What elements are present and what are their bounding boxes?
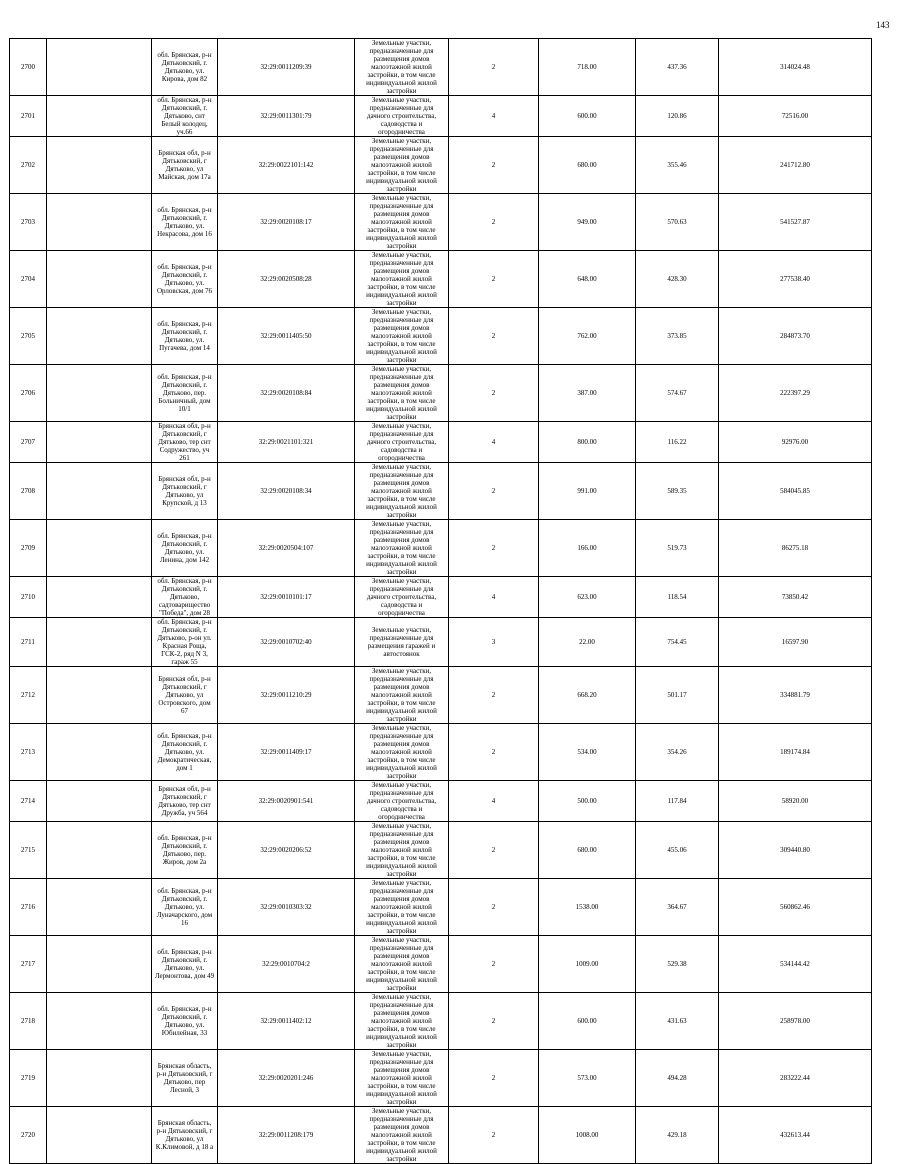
purpose-cell: Земельные участки, предназначенные для размещения домов малоэтажной жилой застройки, в том числе индивидуальной жилой застройки [355, 520, 449, 577]
blank-cell [47, 137, 152, 194]
cadastral-number-cell: 32:29:0020206:52 [218, 822, 355, 879]
purpose-cell: Земельные участки, предназначенные для дачного строительства, садоводства и огородничества [355, 781, 449, 822]
address-cell: Брянская обл, р-н Дятьковский, г Дятьково, ул Крупской, д 13 [152, 463, 218, 520]
purpose-cell: Земельные участки, предназначенные для дачного строительства, садоводства и огородничества [355, 96, 449, 137]
address-cell: обл. Брянская, р-н Дятьковский, г. Дятьково, р-он ул. Красная Роща, ГСК-2, ряд N 3, гараж 55 [152, 618, 218, 667]
cadastral-number-cell: 32:29:0011405:50 [218, 308, 355, 365]
value-cell: 284873.70 [719, 308, 872, 365]
value-cell: 258978.00 [719, 993, 872, 1050]
table-row [10, 618, 872, 667]
rate-cell: 501.17 [636, 667, 719, 724]
row-number-cell: 2720 [10, 1107, 47, 1164]
row-number-cell: 2714 [10, 781, 47, 822]
area-cell: 500.00 [539, 781, 636, 822]
purpose-cell: Земельные участки, предназначенные для размещения домов малоэтажной жилой застройки, в том числе индивидуальной жилой застройки [355, 1050, 449, 1107]
cadastral-number-cell: 32:29:0010101:17 [218, 577, 355, 618]
table-row [10, 993, 872, 1050]
value-cell: 189174.84 [719, 724, 872, 781]
blank-cell [47, 422, 152, 463]
row-number-cell: 2706 [10, 365, 47, 422]
row-number-cell: 2718 [10, 993, 47, 1050]
purpose-cell: Земельные участки, предназначенные для размещения домов малоэтажной жилой застройки, в том числе индивидуальной жилой застройки [355, 936, 449, 993]
row-number-cell: 2713 [10, 724, 47, 781]
address-cell: Брянская обл, р-н Дятьковский, г Дятьково, тер снт Дружба, уч 564 [152, 781, 218, 822]
row-number-cell: 2707 [10, 422, 47, 463]
group-cell: 2 [449, 1107, 539, 1164]
value-cell: 92976.00 [719, 422, 872, 463]
purpose-cell: Земельные участки, предназначенные для дачного строительства, садоводства и огородничества [355, 577, 449, 618]
group-cell: 2 [449, 39, 539, 96]
table-row [10, 724, 872, 781]
blank-cell [47, 251, 152, 308]
value-cell: 73850.42 [719, 577, 872, 618]
address-cell: Брянская область, р-н Дятьковский, г Дятьково, пер Лесной, 3 [152, 1050, 218, 1107]
group-cell: 2 [449, 308, 539, 365]
row-number-cell: 2708 [10, 463, 47, 520]
table-row [10, 96, 872, 137]
cadastral-number-cell: 32:29:0011402:12 [218, 993, 355, 1050]
area-cell: 387.00 [539, 365, 636, 422]
value-cell: 534144.42 [719, 936, 872, 993]
address-cell: Брянская область, р-н Дятьковский, г Дятьково, ул К.Климовой, д 18 а [152, 1107, 218, 1164]
purpose-cell: Земельные участки, предназначенные для размещения домов малоэтажной жилой застройки, в том числе индивидуальной жилой застройки [355, 993, 449, 1050]
row-number-cell: 2711 [10, 618, 47, 667]
blank-cell [47, 822, 152, 879]
blank-cell [47, 618, 152, 667]
rate-cell: 754.45 [636, 618, 719, 667]
value-cell: 560862.46 [719, 879, 872, 936]
row-number-cell: 2710 [10, 577, 47, 618]
cadastral-number-cell: 32:29:0011210:29 [218, 667, 355, 724]
group-cell: 4 [449, 577, 539, 618]
address-cell: обл. Брянская, р-н Дятьковский, г. Дятьково, снт Белый колодец, уч.66 [152, 96, 218, 137]
rate-cell: 494.28 [636, 1050, 719, 1107]
address-cell: Брянская обл, р-н Дятьковский, г Дятьково, тер снт Содружество, уч 261 [152, 422, 218, 463]
purpose-cell: Земельные участки, предназначенные для размещения домов малоэтажной жилой застройки, в том числе индивидуальной жилой застройки [355, 137, 449, 194]
address-cell: обл. Брянская, р-н Дятьковский, г. Дятьково, ул. Юбилейная, 33 [152, 993, 218, 1050]
area-cell: 623.00 [539, 577, 636, 618]
blank-cell [47, 463, 152, 520]
value-cell: 283222.44 [719, 1050, 872, 1107]
blank-cell [47, 667, 152, 724]
group-cell: 3 [449, 618, 539, 667]
cadastral-number-cell: 32:29:0010303:32 [218, 879, 355, 936]
purpose-cell: Земельные участки, предназначенные для размещения домов малоэтажной жилой застройки, в том числе индивидуальной жилой застройки [355, 822, 449, 879]
rate-cell: 455.06 [636, 822, 719, 879]
row-number-cell: 2704 [10, 251, 47, 308]
table-row [10, 422, 872, 463]
table-row [10, 577, 872, 618]
rate-cell: 529.38 [636, 936, 719, 993]
address-cell: обл. Брянская, р-н Дятьковский, г. Дятьково, ул. Демократическая, дом 1 [152, 724, 218, 781]
blank-cell [47, 365, 152, 422]
rate-cell: 116.22 [636, 422, 719, 463]
cadastral-number-cell: 32:29:0020901:541 [218, 781, 355, 822]
value-cell: 86275.18 [719, 520, 872, 577]
group-cell: 2 [449, 520, 539, 577]
cadastral-number-cell: 32:29:0020504:107 [218, 520, 355, 577]
table-row [10, 1050, 872, 1107]
value-cell: 58920.00 [719, 781, 872, 822]
rate-cell: 428.30 [636, 251, 719, 308]
row-number-cell: 2702 [10, 137, 47, 194]
area-cell: 573.00 [539, 1050, 636, 1107]
blank-cell [47, 993, 152, 1050]
purpose-cell: Земельные участки, предназначенные для размещения домов малоэтажной жилой застройки, в том числе индивидуальной жилой застройки [355, 194, 449, 251]
blank-cell [47, 1107, 152, 1164]
area-cell: 22.00 [539, 618, 636, 667]
purpose-cell: Земельные участки, предназначенные для размещения домов малоэтажной жилой застройки, в том числе индивидуальной жилой застройки [355, 1107, 449, 1164]
area-cell: 1538.00 [539, 879, 636, 936]
address-cell: обл. Брянская, р-н Дятьковский, г. Дятьково, ул. Пугачева, дом 14 [152, 308, 218, 365]
address-cell: Брянская обл, р-н Дятьковский, г Дятьково, ул Майская, дом 17а [152, 137, 218, 194]
purpose-cell: Земельные участки, предназначенные для размещения домов малоэтажной жилой застройки, в том числе индивидуальной жилой застройки [355, 365, 449, 422]
rate-cell: 117.84 [636, 781, 719, 822]
table-row [10, 39, 872, 96]
table-row [10, 781, 872, 822]
area-cell: 991.00 [539, 463, 636, 520]
row-number-cell: 2703 [10, 194, 47, 251]
area-cell: 668.20 [539, 667, 636, 724]
value-cell: 334881.79 [719, 667, 872, 724]
area-cell: 680.00 [539, 822, 636, 879]
area-cell: 600.00 [539, 96, 636, 137]
table-row [10, 822, 872, 879]
table-row [10, 463, 872, 520]
area-cell: 718.00 [539, 39, 636, 96]
purpose-cell: Земельные участки, предназначенные для размещения домов малоэтажной жилой застройки, в том числе индивидуальной жилой застройки [355, 879, 449, 936]
value-cell: 222397.29 [719, 365, 872, 422]
value-cell: 432613.44 [719, 1107, 872, 1164]
group-cell: 2 [449, 137, 539, 194]
purpose-cell: Земельные участки, предназначенные для размещения домов малоэтажной жилой застройки, в том числе индивидуальной жилой застройки [355, 251, 449, 308]
value-cell: 541527.87 [719, 194, 872, 251]
value-cell: 584045.85 [719, 463, 872, 520]
group-cell: 4 [449, 422, 539, 463]
blank-cell [47, 39, 152, 96]
blank-cell [47, 936, 152, 993]
rate-cell: 373.85 [636, 308, 719, 365]
table-row [10, 251, 872, 308]
cadastral-number-cell: 32:29:0020201:246 [218, 1050, 355, 1107]
row-number-cell: 2709 [10, 520, 47, 577]
rate-cell: 589.35 [636, 463, 719, 520]
cadastral-number-cell: 32:29:0011301:79 [218, 96, 355, 137]
table-row [10, 194, 872, 251]
address-cell: обл. Брянская, р-н Дятьковский, г. Дятьково, ул. Лермонтова, дом 49 [152, 936, 218, 993]
address-cell: Брянская обл, р-н Дятьковский, г Дятьково, ул Островского, дом 67 [152, 667, 218, 724]
cadastral-number-cell: 32:29:0011208:179 [218, 1107, 355, 1164]
row-number-cell: 2719 [10, 1050, 47, 1107]
group-cell: 2 [449, 1050, 539, 1107]
value-cell: 16597.90 [719, 618, 872, 667]
row-number-cell: 2712 [10, 667, 47, 724]
value-cell: 277538.40 [719, 251, 872, 308]
table-row [10, 520, 872, 577]
group-cell: 2 [449, 463, 539, 520]
table-row [10, 936, 872, 993]
table-row [10, 137, 872, 194]
group-cell: 2 [449, 251, 539, 308]
value-cell: 241712.80 [719, 137, 872, 194]
value-cell: 314024.48 [719, 39, 872, 96]
group-cell: 2 [449, 194, 539, 251]
row-number-cell: 2717 [10, 936, 47, 993]
cadastral-number-cell: 32:29:0011409:17 [218, 724, 355, 781]
value-cell: 72516.00 [719, 96, 872, 137]
address-cell: обл. Брянская, р-н Дятьковский, г. Дятьково, ул. Кирова, дом 82 [152, 39, 218, 96]
rate-cell: 429.18 [636, 1107, 719, 1164]
rate-cell: 355.46 [636, 137, 719, 194]
rate-cell: 437.36 [636, 39, 719, 96]
blank-cell [47, 724, 152, 781]
area-cell: 800.00 [539, 422, 636, 463]
rate-cell: 574.67 [636, 365, 719, 422]
address-cell: обл. Брянская, р-н Дятьковский, г. Дятьково, ул. Орловская, дом 76 [152, 251, 218, 308]
rate-cell: 570.63 [636, 194, 719, 251]
area-cell: 648.00 [539, 251, 636, 308]
table-row [10, 308, 872, 365]
address-cell: обл. Брянская, р-н Дятьковский, г. Дятьково, ул. Некрасова, дом 16 [152, 194, 218, 251]
blank-cell [47, 577, 152, 618]
area-cell: 166.00 [539, 520, 636, 577]
cadastral-table [9, 38, 872, 1164]
table-row [10, 365, 872, 422]
rate-cell: 120.86 [636, 96, 719, 137]
rate-cell: 364.67 [636, 879, 719, 936]
group-cell: 2 [449, 365, 539, 422]
table-row [10, 667, 872, 724]
area-cell: 1009.00 [539, 936, 636, 993]
cadastral-number-cell: 32:29:0021101:321 [218, 422, 355, 463]
cadastral-number-cell: 32:29:0010702:40 [218, 618, 355, 667]
group-cell: 2 [449, 879, 539, 936]
row-number-cell: 2700 [10, 39, 47, 96]
cadastral-number-cell: 32:29:0011209:39 [218, 39, 355, 96]
rate-cell: 354.26 [636, 724, 719, 781]
table-body [10, 39, 872, 1164]
purpose-cell: Земельные участки, предназначенные для дачного строительства, садоводства и огородничества [355, 422, 449, 463]
cadastral-number-cell: 32:29:0022101:142 [218, 137, 355, 194]
area-cell: 762.00 [539, 308, 636, 365]
purpose-cell: Земельные участки, предназначенные для размещения домов малоэтажной жилой застройки, в том числе индивидуальной жилой застройки [355, 463, 449, 520]
address-cell: обл. Брянская, р-н Дятьковский, г. Дятьково, пер. Жиров, дом 2а [152, 822, 218, 879]
rate-cell: 118.54 [636, 577, 719, 618]
row-number-cell: 2705 [10, 308, 47, 365]
page-number: 143 [876, 20, 890, 30]
group-cell: 2 [449, 724, 539, 781]
group-cell: 2 [449, 667, 539, 724]
cadastral-number-cell: 32:29:0010704:2 [218, 936, 355, 993]
group-cell: 2 [449, 936, 539, 993]
area-cell: 949.00 [539, 194, 636, 251]
address-cell: обл. Брянская, р-н Дятьковский, г. Дятьково, ул. Ленина, дом 142 [152, 520, 218, 577]
blank-cell [47, 96, 152, 137]
table-row [10, 879, 872, 936]
area-cell: 600.00 [539, 993, 636, 1050]
blank-cell [47, 781, 152, 822]
blank-cell [47, 308, 152, 365]
group-cell: 4 [449, 96, 539, 137]
cadastral-number-cell: 32:29:0020508:28 [218, 251, 355, 308]
purpose-cell: Земельные участки, предназначенные для размещения домов малоэтажной жилой застройки, в том числе индивидуальной жилой застройки [355, 667, 449, 724]
address-cell: обл. Брянская, р-н Дятьковский, г. Дятьково, ул. Луначарского, дом 16 [152, 879, 218, 936]
row-number-cell: 2701 [10, 96, 47, 137]
purpose-cell: Земельные участки, предназначенные для размещения домов малоэтажной жилой застройки, в том числе индивидуальной жилой застройки [355, 308, 449, 365]
blank-cell [47, 879, 152, 936]
address-cell: обл. Брянская, р-н Дятьковский, г. Дятьково, пер. Больничный, дом 10/1 [152, 365, 218, 422]
table-row [10, 1107, 872, 1164]
group-cell: 2 [449, 993, 539, 1050]
blank-cell [47, 194, 152, 251]
value-cell: 309440.80 [719, 822, 872, 879]
blank-cell [47, 520, 152, 577]
cadastral-number-cell: 32:29:0020108:34 [218, 463, 355, 520]
row-number-cell: 2716 [10, 879, 47, 936]
group-cell: 4 [449, 781, 539, 822]
purpose-cell: Земельные участки, предназначенные для размещения домов малоэтажной жилой застройки, в том числе индивидуальной жилой застройки [355, 39, 449, 96]
rate-cell: 431.63 [636, 993, 719, 1050]
area-cell: 534.00 [539, 724, 636, 781]
cadastral-number-cell: 32:29:0020108:17 [218, 194, 355, 251]
rate-cell: 519.73 [636, 520, 719, 577]
area-cell: 1008.00 [539, 1107, 636, 1164]
address-cell: обл. Брянская, р-н Дятьковский, г. Дятьково, садтоварищество "Победа", дом 28 [152, 577, 218, 618]
purpose-cell: Земельные участки, предназначенные для размещения гаражей и автостоянок [355, 618, 449, 667]
cadastral-number-cell: 32:29:0020108:84 [218, 365, 355, 422]
area-cell: 680.00 [539, 137, 636, 194]
purpose-cell: Земельные участки, предназначенные для размещения домов малоэтажной жилой застройки, в том числе индивидуальной жилой застройки [355, 724, 449, 781]
row-number-cell: 2715 [10, 822, 47, 879]
group-cell: 2 [449, 822, 539, 879]
blank-cell [47, 1050, 152, 1107]
